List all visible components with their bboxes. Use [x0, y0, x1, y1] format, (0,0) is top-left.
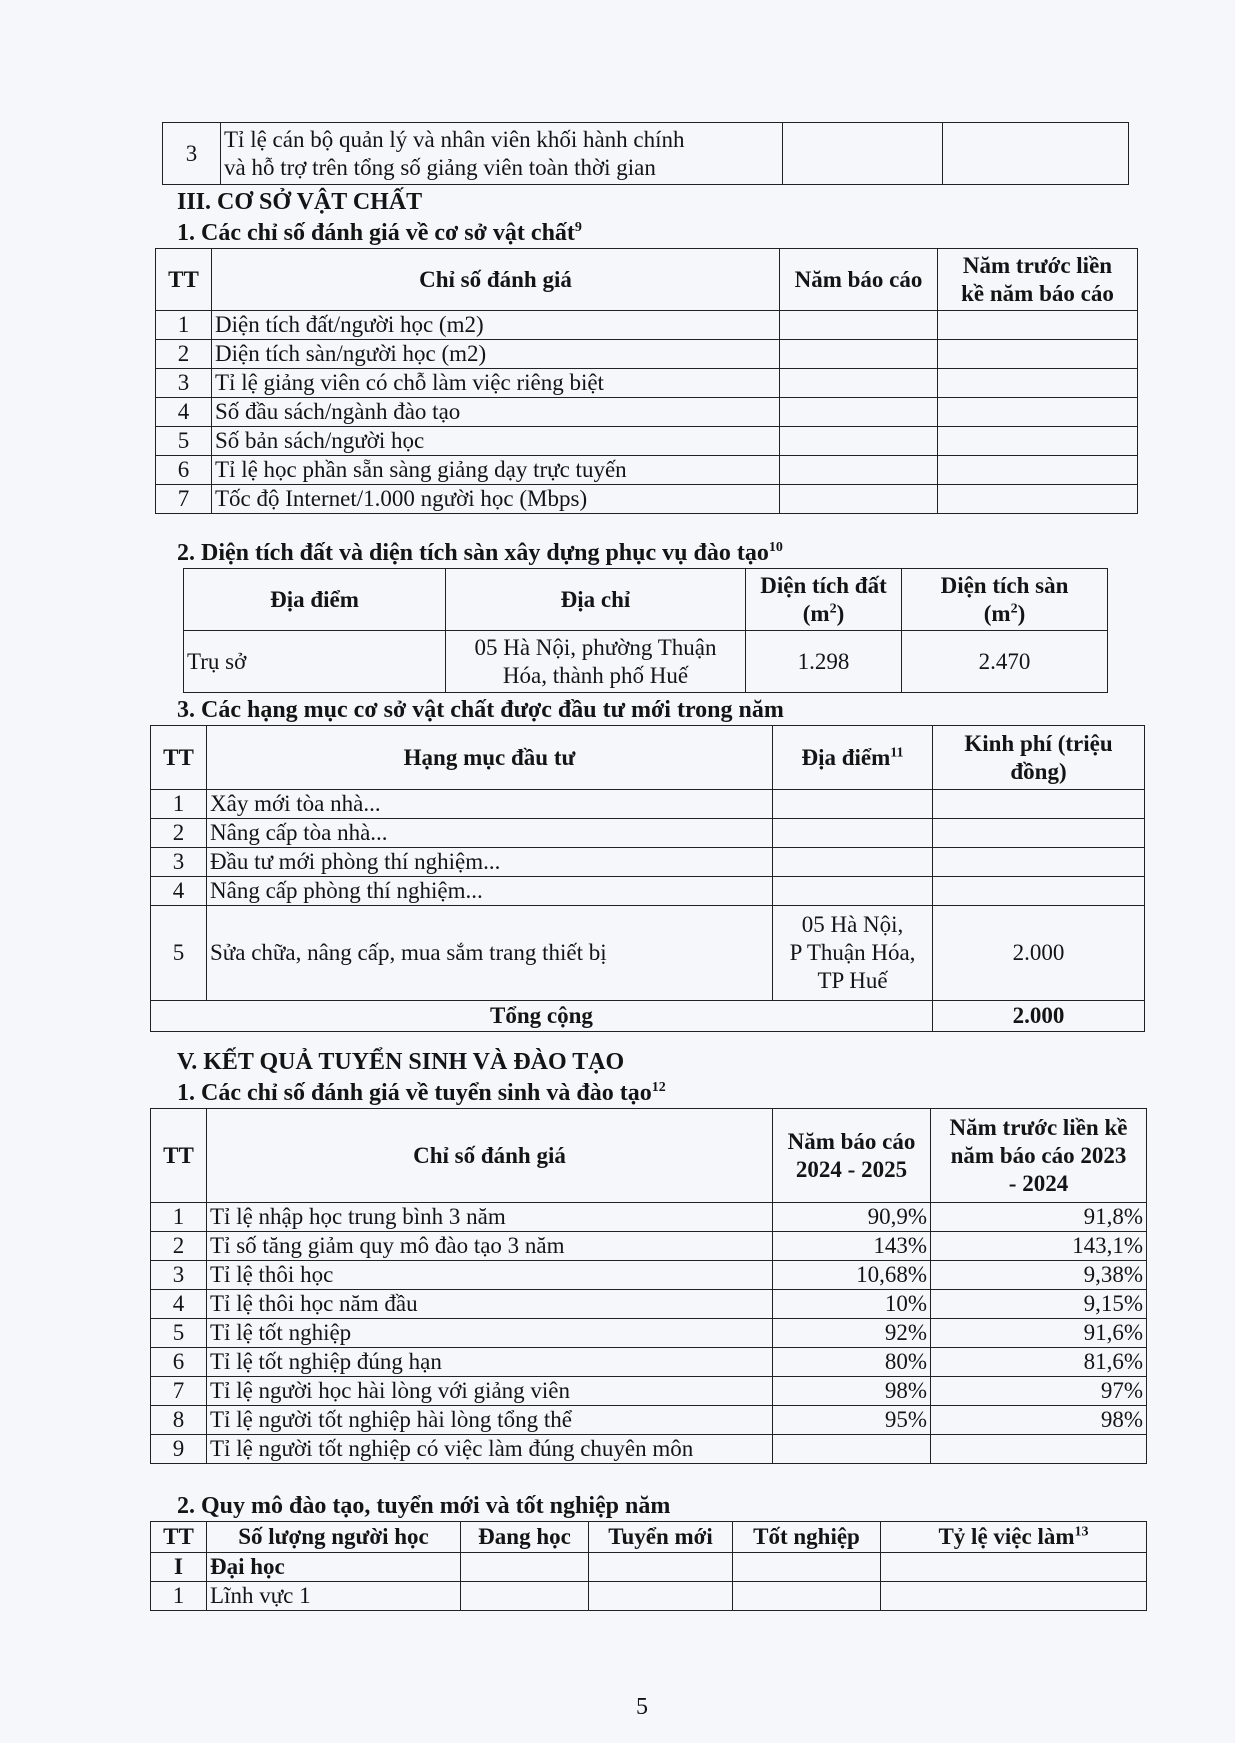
- previous-value: 9,15%: [931, 1290, 1147, 1319]
- metric-cell: Tỉ lệ thôi học năm đầu: [207, 1290, 773, 1319]
- item-cell: Sửa chữa, nâng cấp, mua sắm trang thiết bị: [207, 906, 773, 1001]
- location-cell: [773, 848, 933, 877]
- table-header-row: [151, 1109, 1147, 1203]
- location-cell: [773, 790, 933, 819]
- row-number: 5: [156, 427, 212, 456]
- metric-cell: Số bản sách/người học: [212, 427, 780, 456]
- previous-value: [938, 427, 1138, 456]
- row-number: 8: [151, 1406, 207, 1435]
- table-row: [151, 877, 1145, 906]
- header-location: [773, 726, 933, 790]
- unit-text: ): [836, 600, 845, 626]
- table-row: [156, 427, 1138, 456]
- table-row: [156, 340, 1138, 369]
- row-number: 4: [151, 877, 207, 906]
- metric-cell: Tỉ lệ người học hài lòng với giảng viên: [207, 1377, 773, 1406]
- unit-text: (m: [983, 600, 1011, 626]
- item-cell: Đầu tư mới phòng thí nghiệm...: [207, 848, 773, 877]
- table-row: [151, 1582, 1147, 1611]
- previous-value: [938, 456, 1138, 485]
- header-previous-year: [938, 249, 1138, 311]
- cost-cell: 2.000: [933, 906, 1145, 1001]
- subsection-title: 1. Các chỉ số đánh giá về cơ sở vật chất: [177, 220, 575, 246]
- section-heading: V. KẾT QUẢ TUYỂN SINH VÀ ĐÀO TẠO: [177, 1049, 625, 1075]
- row-number: 7: [156, 485, 212, 514]
- previous-value: [938, 398, 1138, 427]
- header-metric: Chỉ số đánh giá: [212, 249, 780, 311]
- row-number: 1: [156, 311, 212, 340]
- floor-area-value: 2.470: [902, 631, 1108, 693]
- current-value: 143%: [773, 1232, 931, 1261]
- previous-value: 97%: [931, 1377, 1147, 1406]
- current-value: [780, 369, 938, 398]
- metric-line: và hỗ trợ trên tổng số giảng viên toàn thời gian: [224, 154, 656, 180]
- table-row: [151, 790, 1145, 819]
- item-cell: Nâng cấp tòa nhà...: [207, 819, 773, 848]
- table-row: [151, 1435, 1147, 1464]
- row-number: 5: [151, 906, 207, 1001]
- table-row: [184, 631, 1108, 693]
- footnote-marker: 13: [1074, 1524, 1089, 1540]
- investment-row: [151, 906, 1145, 1001]
- header-count: Số lượng người học: [207, 1522, 461, 1553]
- table-header-row: [184, 569, 1108, 631]
- row-number: 1: [151, 790, 207, 819]
- item-cell: Xây mới tòa nhà...: [207, 790, 773, 819]
- table-row: [151, 1319, 1147, 1348]
- row-number: 3: [151, 1261, 207, 1290]
- row-number: 4: [151, 1290, 207, 1319]
- location-line: P Thuận Hóa,: [789, 940, 916, 965]
- header-tt: TT: [151, 1522, 207, 1553]
- header-line: đồng): [1010, 758, 1067, 784]
- value-cell: [943, 123, 1129, 185]
- current-value: 95%: [773, 1406, 931, 1435]
- subsection-heading: 2. Quy mô đào tạo, tuyển mới và tốt nghiệp năm: [177, 1493, 671, 1519]
- metric-cell: Tốc độ Internet/1.000 người học (Mbps): [212, 485, 780, 514]
- row-number: 2: [156, 340, 212, 369]
- cost-cell: [933, 877, 1145, 906]
- table-header-row: [151, 1522, 1147, 1553]
- employment-cell: [881, 1553, 1147, 1582]
- studying-cell: [461, 1582, 589, 1611]
- metric-cell: Tỉ lệ nhập học trung bình 3 năm: [207, 1203, 773, 1232]
- cost-cell: [933, 790, 1145, 819]
- header-graduated: Tốt nghiệp: [733, 1522, 881, 1553]
- subsection-heading: [177, 539, 783, 567]
- employment-cell: [881, 1582, 1147, 1611]
- header-line: kề năm báo cáo: [961, 280, 1114, 306]
- previous-value: [938, 485, 1138, 514]
- row-number: 4: [156, 398, 212, 427]
- header-unit: [905, 600, 1104, 628]
- header-item: Hạng mục đầu tư: [207, 726, 773, 790]
- metric-cell: Tỉ lệ tốt nghiệp: [207, 1319, 773, 1348]
- header-text: Tỷ lệ việc làm: [938, 1524, 1075, 1549]
- unit-text: ): [1017, 600, 1026, 626]
- previous-value: [938, 340, 1138, 369]
- table-header-row: [151, 726, 1145, 790]
- previous-value: 81,6%: [931, 1348, 1147, 1377]
- table-row: [151, 848, 1145, 877]
- current-value: [780, 398, 938, 427]
- header-cost: [933, 726, 1145, 790]
- table-row: [151, 1406, 1147, 1435]
- footnote-marker: 11: [890, 744, 904, 760]
- previous-value: [938, 311, 1138, 340]
- row-number: 6: [151, 1348, 207, 1377]
- investment-table: [150, 725, 1145, 1032]
- metric-cell: Tỉ lệ giảng viên có chỗ làm việc riêng biệt: [212, 369, 780, 398]
- row-number: 5: [151, 1319, 207, 1348]
- current-value: 90,9%: [773, 1203, 931, 1232]
- header-current-year: Năm báo cáo: [780, 249, 938, 311]
- row-number: 7: [151, 1377, 207, 1406]
- address-line: 05 Hà Nội, phường Thuận: [474, 634, 717, 660]
- metric-cell: Tỉ lệ thôi học: [207, 1261, 773, 1290]
- row-number: I: [151, 1553, 207, 1582]
- current-value: 80%: [773, 1348, 931, 1377]
- header-tt: TT: [156, 249, 212, 311]
- address-line: Hóa, thành phố Huế: [502, 662, 689, 688]
- unit-superscript: 2: [829, 600, 837, 616]
- current-value: 10,68%: [773, 1261, 931, 1290]
- graduated-cell: [733, 1582, 881, 1611]
- table-row: [156, 311, 1138, 340]
- table-row: [156, 369, 1138, 398]
- previous-value: 143,1%: [931, 1232, 1147, 1261]
- metric-cell: Tỉ lệ học phần sẵn sàng giảng dạy trực tuyến: [212, 456, 780, 485]
- header-previous-year: [931, 1109, 1147, 1203]
- metric-cell: Tỉ lệ người tốt nghiệp hài lòng tổng thể: [207, 1406, 773, 1435]
- header-line: 2024 - 2025: [795, 1156, 908, 1182]
- table-row: [156, 485, 1138, 514]
- metric-cell: Tỉ số tăng giảm quy mô đào tạo 3 năm: [207, 1232, 773, 1261]
- row-number: 2: [151, 819, 207, 848]
- page-number: 5: [636, 1694, 648, 1720]
- previous-value: [931, 1435, 1147, 1464]
- header-floor-area: [902, 569, 1108, 631]
- header-line: - 2024: [1008, 1170, 1069, 1196]
- previous-value: 9,38%: [931, 1261, 1147, 1290]
- row-number: 3: [151, 848, 207, 877]
- header-line: Năm trước liền kề: [949, 1114, 1128, 1140]
- header-studying: Đang học: [461, 1522, 589, 1553]
- header-line: Năm trước liền: [962, 252, 1113, 278]
- header-line: năm báo cáo 2023: [950, 1142, 1127, 1168]
- value-cell: [783, 123, 943, 185]
- table-row: [151, 1553, 1147, 1582]
- current-value: [780, 485, 938, 514]
- table-row: [151, 1261, 1147, 1290]
- total-value: 2.000: [933, 1001, 1145, 1032]
- address-cell: [446, 631, 746, 693]
- table-row: [156, 456, 1138, 485]
- location-line: 05 Hà Nội,: [801, 912, 904, 937]
- previous-value: [938, 369, 1138, 398]
- header-unit: [749, 600, 898, 628]
- staff-ratio-table: [162, 122, 1129, 185]
- metric-cell: [221, 123, 783, 185]
- current-value: [780, 427, 938, 456]
- group-label: Đại học: [207, 1553, 461, 1582]
- new-cell: [589, 1553, 733, 1582]
- subsection-title: 1. Các chỉ số đánh giá về tuyển sinh và đào tạo: [177, 1080, 652, 1106]
- header-line: Diện tích sàn: [940, 572, 1069, 598]
- training-scale-table: [150, 1521, 1147, 1611]
- graduated-cell: [733, 1553, 881, 1582]
- header-tt: TT: [151, 726, 207, 790]
- current-value: 98%: [773, 1377, 931, 1406]
- location-cell: Trụ sở: [184, 631, 446, 693]
- new-cell: [589, 1582, 733, 1611]
- group-label: Lĩnh vực 1: [207, 1582, 461, 1611]
- location-cell: [773, 819, 933, 848]
- metric-cell: Diện tích sàn/người học (m2): [212, 340, 780, 369]
- table-row: [151, 1290, 1147, 1319]
- location-cell: [773, 877, 933, 906]
- location-line: TP Huế: [817, 968, 888, 993]
- table-row: [151, 1348, 1147, 1377]
- table-row: [163, 123, 1129, 185]
- subsection-title: 2. Diện tích đất và diện tích sàn xây dựng phục vụ đào tạo: [177, 540, 769, 566]
- cost-cell: [933, 819, 1145, 848]
- row-number: 6: [156, 456, 212, 485]
- row-number: 1: [151, 1582, 207, 1611]
- subsection-heading: 3. Các hạng mục cơ sở vật chất được đầu tư mới trong năm: [177, 697, 784, 723]
- row-number: 2: [151, 1232, 207, 1261]
- metric-cell: Số đầu sách/ngành đào tạo: [212, 398, 780, 427]
- metric-line: Tỉ lệ cán bộ quản lý và nhân viên khối hành chính: [224, 126, 685, 152]
- row-number: 3: [156, 369, 212, 398]
- header-employment: [881, 1522, 1147, 1553]
- footnote-marker: 9: [574, 220, 582, 235]
- row-number: 1: [151, 1203, 207, 1232]
- previous-value: 91,6%: [931, 1319, 1147, 1348]
- header-line: Diện tích đất: [760, 572, 887, 598]
- table-row: [151, 1203, 1147, 1232]
- header-metric: Chỉ số đánh giá: [207, 1109, 773, 1203]
- table-row: [151, 819, 1145, 848]
- unit-superscript: 2: [1010, 600, 1018, 616]
- land-area-table: [183, 568, 1108, 693]
- total-row: [151, 1001, 1145, 1032]
- section-heading: III. CƠ SỞ VẬT CHẤT: [177, 189, 423, 215]
- current-value: [780, 340, 938, 369]
- header-land-area: [746, 569, 902, 631]
- table-row: [151, 1377, 1147, 1406]
- cost-cell: [933, 848, 1145, 877]
- current-value: 10%: [773, 1290, 931, 1319]
- land-area-value: 1.298: [746, 631, 902, 693]
- header-line: Năm báo cáo: [787, 1128, 916, 1154]
- previous-value: 98%: [931, 1406, 1147, 1435]
- header-new: Tuyển mới: [589, 1522, 733, 1553]
- current-value: [780, 456, 938, 485]
- current-value: [780, 311, 938, 340]
- header-tt: TT: [151, 1109, 207, 1203]
- table-header-row: [156, 249, 1138, 311]
- header-location: Địa điểm: [184, 569, 446, 631]
- footnote-marker: 12: [651, 1080, 666, 1095]
- subsection-heading: [177, 1079, 666, 1107]
- row-number: 9: [151, 1435, 207, 1464]
- item-cell: Nâng cấp phòng thí nghiệm...: [207, 877, 773, 906]
- studying-cell: [461, 1553, 589, 1582]
- location-cell: [773, 906, 933, 1001]
- header-line: Kinh phí (triệu: [964, 730, 1113, 756]
- facilities-metrics-table: [155, 248, 1138, 514]
- metric-cell: Tỉ lệ tốt nghiệp đúng hạn: [207, 1348, 773, 1377]
- previous-value: 91,8%: [931, 1203, 1147, 1232]
- row-number: 3: [163, 123, 221, 185]
- current-value: 92%: [773, 1319, 931, 1348]
- table-row: [151, 1232, 1147, 1261]
- header-text: Địa điểm: [801, 744, 891, 770]
- table-row: [156, 398, 1138, 427]
- header-current-year: [773, 1109, 931, 1203]
- unit-text: (m: [802, 600, 830, 626]
- header-address: Địa chỉ: [446, 569, 746, 631]
- enrollment-metrics-table: [150, 1108, 1147, 1464]
- subsection-heading: [177, 219, 582, 247]
- footnote-marker: 10: [768, 540, 783, 555]
- metric-cell: Tỉ lệ người tốt nghiệp có việc làm đúng chuyên môn: [207, 1435, 773, 1464]
- total-label: Tổng cộng: [151, 1001, 933, 1032]
- metric-cell: Diện tích đất/người học (m2): [212, 311, 780, 340]
- current-value: [773, 1435, 931, 1464]
